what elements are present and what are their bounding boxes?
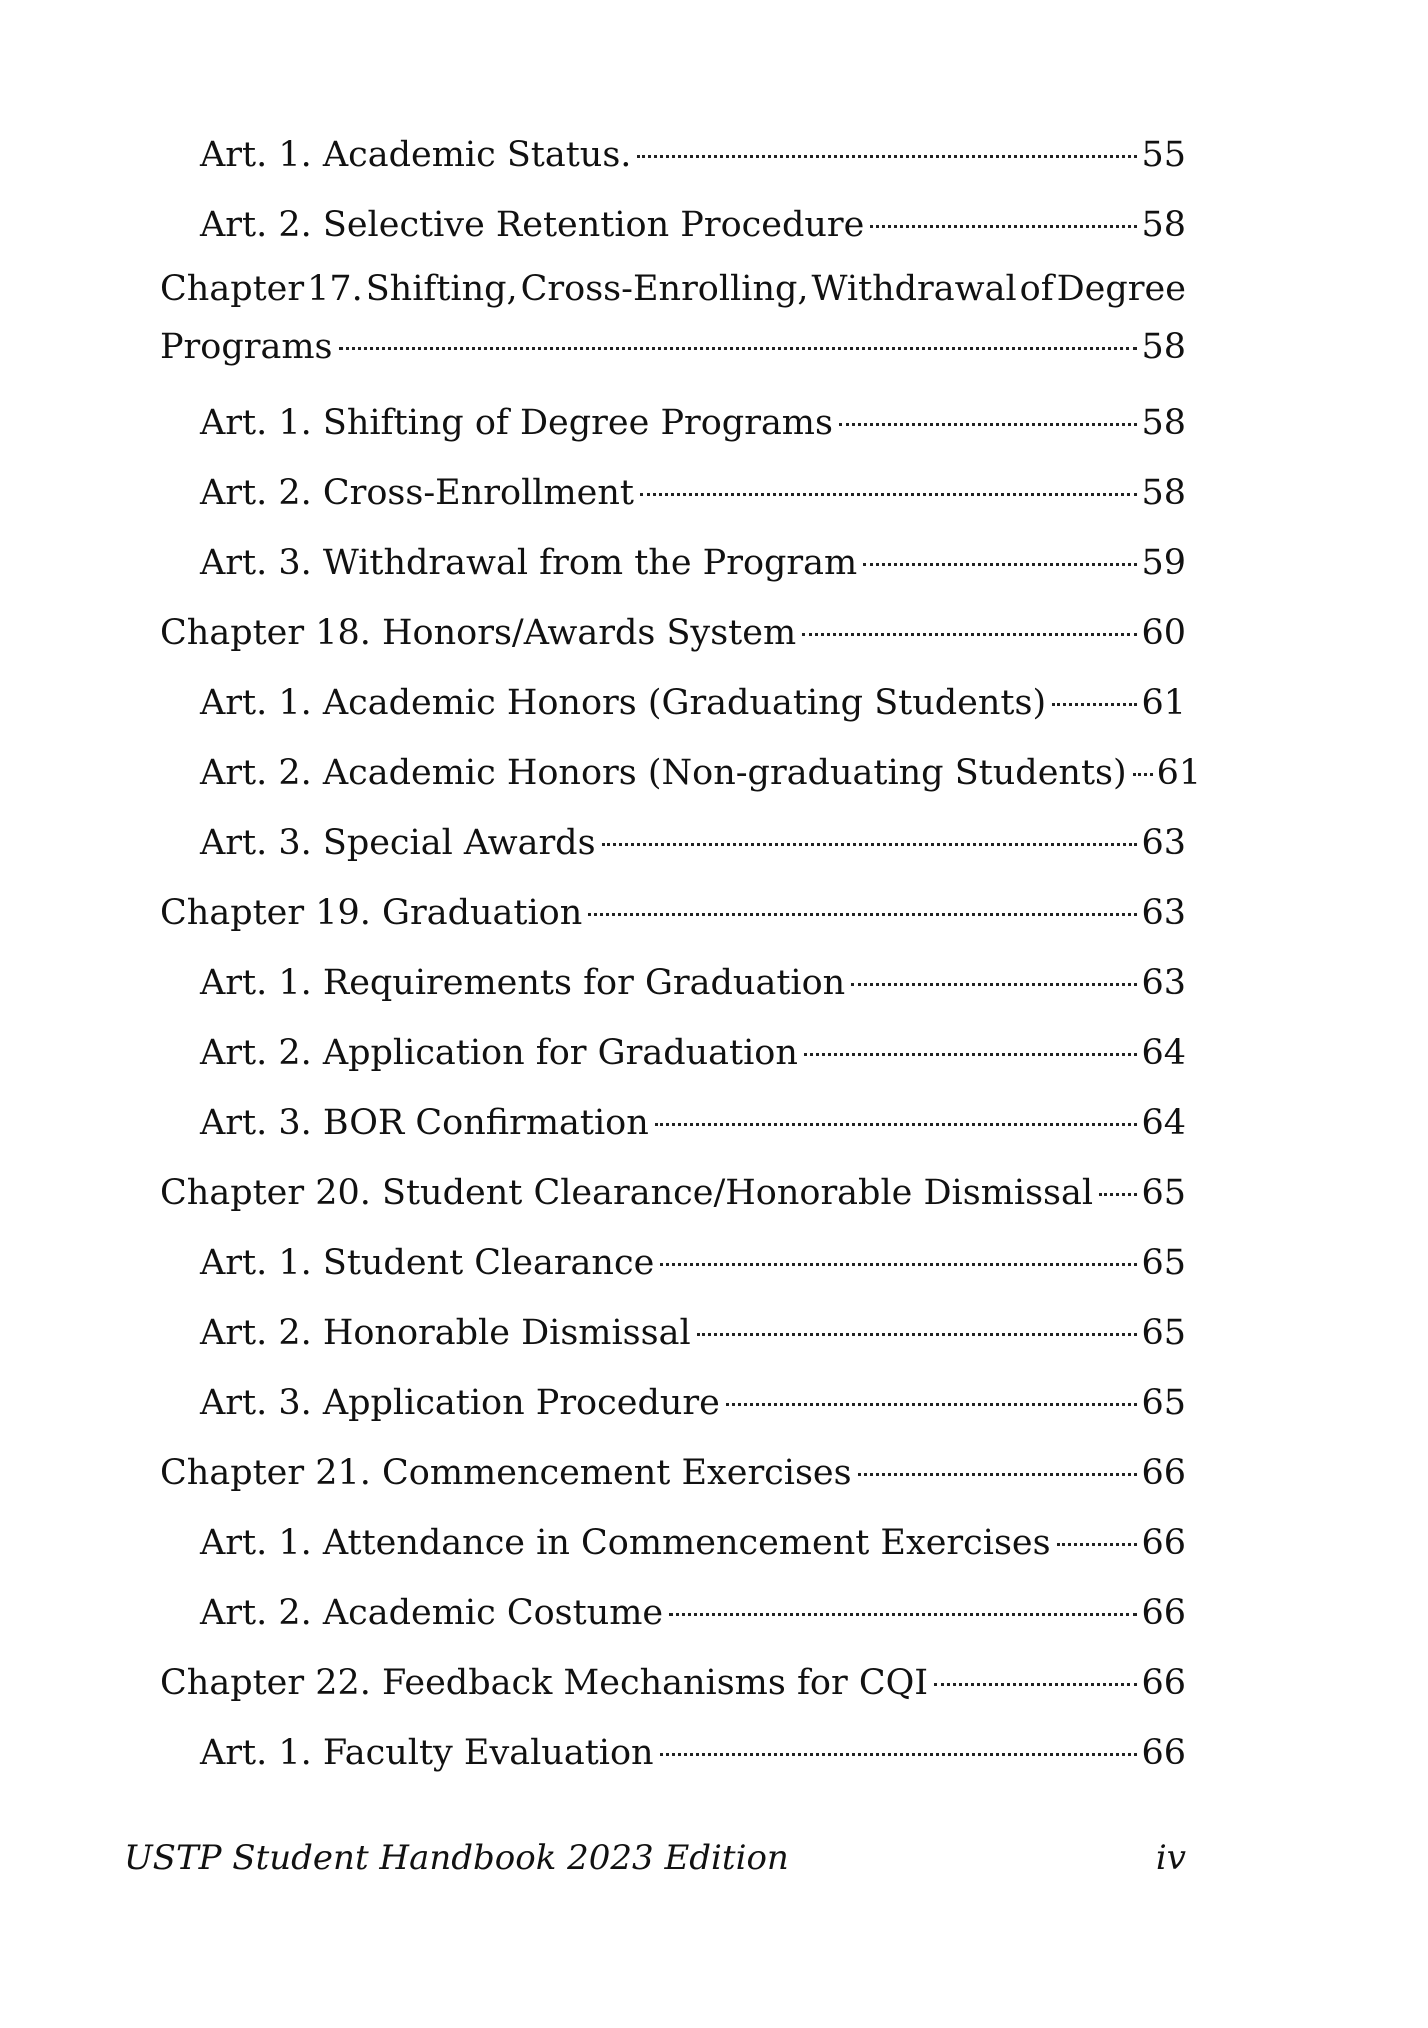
toc-entry-page: 63 [1141,893,1186,933]
toc-entry-page: 64 [1141,1103,1186,1143]
toc-entry-title: Art. 1. Shifting of Degree Programs [200,403,833,443]
toc-entry-title: Art. 1. Academic Status. [200,135,632,175]
page-footer [124,1838,1186,1878]
toc-entry-page: 66 [1141,1523,1186,1563]
toc-entry [160,1228,1186,1298]
toc-entry-title: Chapter 21. Commencement Exercises [160,1453,852,1493]
dot-leader [804,1053,1138,1056]
toc-entry-page: 66 [1141,1733,1186,1773]
toc-entry-page: 66 [1141,1593,1186,1633]
toc-entry-title: Art. 1. Requirements for Graduation [200,963,846,1003]
toc-entry [160,1578,1186,1648]
toc-entry-page: 60 [1141,613,1186,653]
toc-entry [160,1088,1186,1158]
dot-leader [858,1473,1138,1476]
toc-entry-page: 58 [1141,205,1186,245]
dot-leader [339,347,1138,350]
toc-entry-page: 59 [1141,543,1186,583]
toc-entry-title: Art. 3. Application Procedure [200,1383,720,1423]
dot-leader [1052,703,1137,706]
dot-leader [1057,1543,1138,1546]
toc-entry-title: Chapter 20. Student Clearance/Honorable Dismissal [160,1173,1094,1213]
toc-entry-title: Chapter 19. Graduation [160,893,583,933]
toc-entry-title: Art. 2. Application for Graduation [200,1033,798,1073]
toc-entry-title: Art. 1. Faculty Evaluation [200,1733,654,1773]
toc-entry-page: 61 [1141,683,1186,723]
dot-leader [588,913,1137,916]
toc-entry-title: Chapter 18. Honors/Awards System [160,613,797,653]
title-word: Chapter [160,269,305,309]
toc-entry-title: Art. 2. Honorable Dismissal [200,1313,691,1353]
toc-entry-title: Art. 3. Withdrawal from the Program [200,543,858,583]
toc-entry [160,1718,1186,1788]
dot-leader [660,1753,1138,1756]
page-number: iv [1155,1838,1186,1878]
toc-entry-page: 65 [1141,1313,1186,1353]
toc-entry [160,808,1186,878]
toc-entry [160,668,1186,738]
dot-leader [726,1403,1138,1406]
toc-entry-title: Art. 1. Student Clearance [200,1243,655,1283]
toc-entry-page: 55 [1141,135,1186,175]
toc-entry [160,190,1186,260]
table-of-contents [160,120,1202,1788]
dot-leader [637,155,1137,158]
toc-entry-page: 58 [1141,473,1186,513]
toc-entry-chapter [160,260,1186,388]
toc-entry-title: Chapter 22. Feedback Mechanisms for CQI [160,1663,929,1703]
toc-entry-title: Art. 2. Academic Costume [200,1593,664,1633]
toc-entry-chapter [160,1158,1186,1228]
toc-entry [160,1018,1186,1088]
toc-entry-chapter [160,1438,1186,1508]
title-word: Shifting, [365,269,518,309]
title-word: of [1019,269,1054,309]
dot-leader [802,633,1137,636]
title-word: Cross-Enrolling, [520,269,809,309]
toc-entry-title-line-2 [160,318,1186,388]
toc-entry-title: Art. 2. Selective Retention Procedure [200,205,865,245]
title-word: Degree [1056,269,1186,309]
toc-entry-page: 58 [1141,327,1186,367]
toc-entry-title: Art. 2. Academic Honors (Non-graduating Students) [200,753,1127,793]
toc-entry-chapter [160,878,1186,948]
toc-entry [160,528,1186,598]
dot-leader [839,423,1137,426]
dot-leader [697,1333,1138,1336]
dot-leader [660,1263,1137,1266]
toc-entry [160,388,1186,458]
dot-leader [640,493,1137,496]
toc-entry-page: 65 [1141,1383,1186,1423]
toc-entry [160,1368,1186,1438]
toc-entry-page: 65 [1141,1173,1186,1213]
toc-entry-page: 63 [1141,823,1186,863]
dot-leader [851,983,1137,986]
toc-entry [160,1298,1186,1368]
toc-entry-page: 66 [1141,1663,1186,1703]
dot-leader [1099,1193,1137,1196]
toc-entry-title: Art. 1. Academic Honors (Graduating Students) [200,683,1047,723]
toc-entry-title-line-1 [160,260,1186,318]
toc-entry-title: Programs [160,327,333,367]
toc-entry-page: 65 [1141,1243,1186,1283]
toc-entry-page: 58 [1141,403,1186,443]
toc-entry-page: 63 [1141,963,1186,1003]
dot-leader [870,225,1137,228]
toc-entry-title: Art. 3. Special Awards [200,823,596,863]
dot-leader [655,1123,1138,1126]
footer-title: USTP Student Handbook 2023 Edition [124,1838,789,1878]
toc-entry-title: Art. 3. BOR Confirmation [200,1103,649,1143]
dot-leader [602,843,1138,846]
title-word: Withdrawal [811,269,1017,309]
dot-leader [934,1683,1137,1686]
toc-entry-page: 61 [1156,753,1202,793]
toc-entry [160,948,1186,1018]
dot-leader [1133,773,1153,776]
dot-leader [863,563,1137,566]
toc-entry-chapter [160,598,1186,668]
toc-entry [160,120,1186,190]
dot-leader [669,1613,1137,1616]
toc-entry [160,458,1186,528]
title-word: 17. [307,269,363,309]
toc-entry [160,1508,1186,1578]
toc-entry-title: Art. 1. Attendance in Commencement Exercises [200,1523,1051,1563]
toc-entry-chapter [160,1648,1186,1718]
toc-entry-page: 64 [1141,1033,1186,1073]
toc-entry [160,738,1202,808]
toc-entry-page: 66 [1141,1453,1186,1493]
toc-entry-title: Art. 2. Cross-Enrollment [200,473,634,513]
